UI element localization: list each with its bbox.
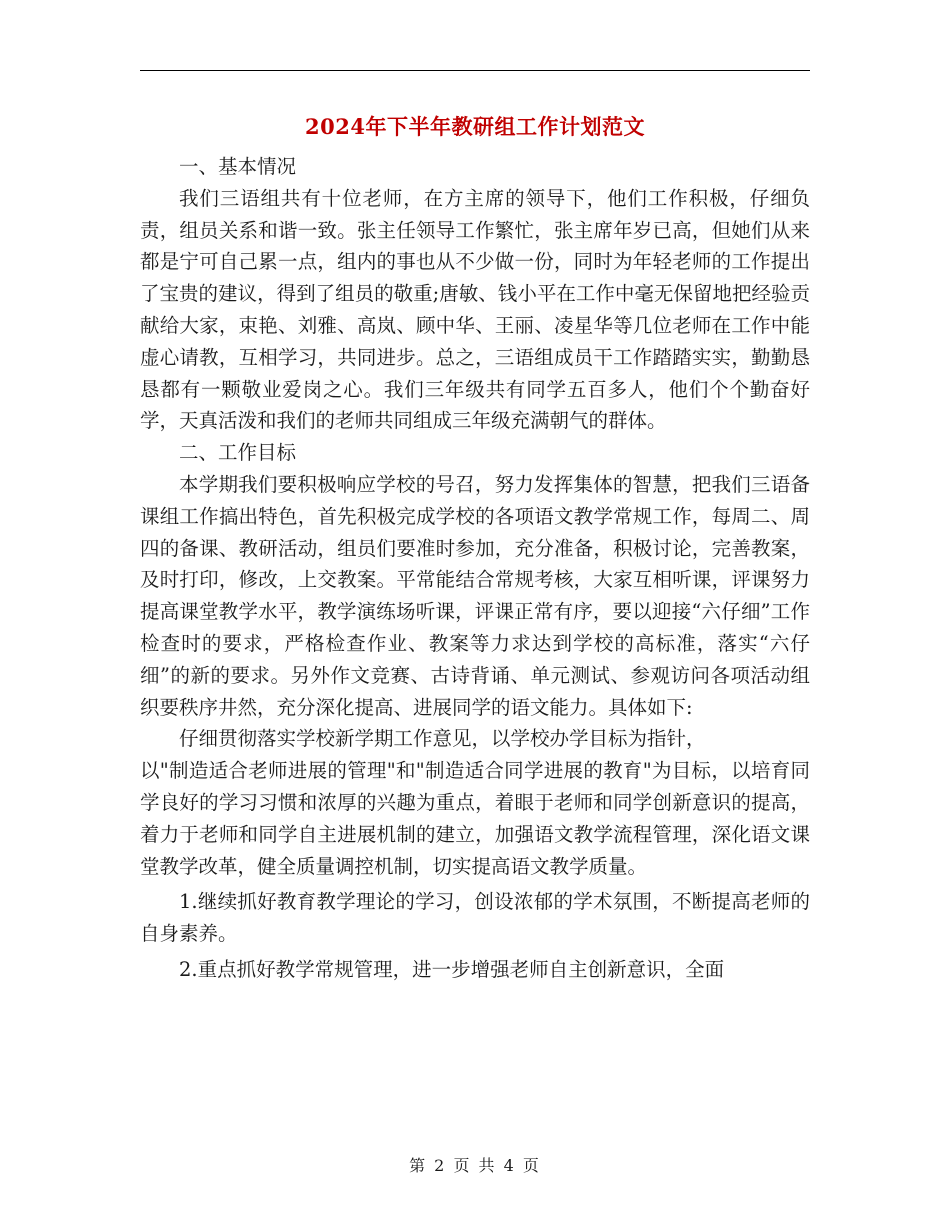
document-body [140, 151, 810, 986]
section-heading-work-goals: 二、工作目标 [179, 441, 297, 465]
page-number: 第 2 页 共 4 页 [409, 1156, 541, 1175]
paragraph-work-goals: 本学期我们要积极响应学校的号召，努力发挥集体的智慧，把我们三语备课组工作搞出特色，首先积极完成学校的各项语文教学常规工作，每周二、周四的备课、教研活动，组员们要准时参加，充分准备，积极讨论，完善教案，及时打印，修改，上交教案。平常能结合常规考核，大家互相听课，评课努力提高课堂教学水平，教学演练场听课，评课正常有序，要以迎接“六仔细”工作检查时的要求，严格检查作业、教案等力求达到学校的高标准，落实“六仔细”的新的要求。另外作文竞赛、古诗背诵、单元测试、参观访问各项活动组织要秩序井然，充分深化提高、进展同学的语文能力。具体如下: [140, 472, 810, 719]
list-item-2: 2.重点抓好教学常规管理，进一步增强老师自主创新意识，全面 [179, 957, 725, 981]
document-title: 2024年下半年教研组工作计划范文 [305, 114, 645, 139]
paragraph-guideline-body: 以"制造适合老师进展的管理"和"制造适合同学进展的教育"为目标，以培育同学良好的学习习惯和浓厚的兴趣为重点，着眼于老师和同学创新意识的提高，着力于老师和同学自主进展机制的建立，加强语文教学流程管理，深化语文课堂教学改革，健全质量调控机制，切实提高语文教学质量。 [140, 759, 810, 878]
section-heading-basic-situation: 一、基本情况 [179, 155, 297, 178]
header-rule [140, 70, 810, 71]
paragraph-guideline-intro: 仔细贯彻落实学校新学期工作意见，以学校办学目标为指针， [179, 727, 706, 751]
paragraph-basic-situation: 我们三语组共有十位老师，在方主席的领导下，他们工作积极，仔细负责，组员关系和谐一致。张主任领导工作繁忙，张主席年岁已高，但她们从来都是宁可自己累一点，组内的事也从不少做一份，同时为年轻老师的工作提出了宝贵的建议，得到了组员的敬重;唐敏、钱小平在工作中毫无保留地把经验贡献给大家，束艳、刘雅、高岚、顾中华、王丽、凌星华等几位老师在工作中能虚心请教，互相学习，共同进步。总之，三语组成员干工作踏踏实实，勤勤恳恳都有一颗敬业爱岗之心。我们三年级共有同学五百多人，他们个个勤奋好学，天真活泼和我们的老师共同组成三年级充满朝气的群体。 [140, 186, 810, 433]
list-item-1: 1.继续抓好教育教学理论的学习，创设浓郁的学术氛围，不断提高老师的自身素养。 [140, 890, 810, 946]
